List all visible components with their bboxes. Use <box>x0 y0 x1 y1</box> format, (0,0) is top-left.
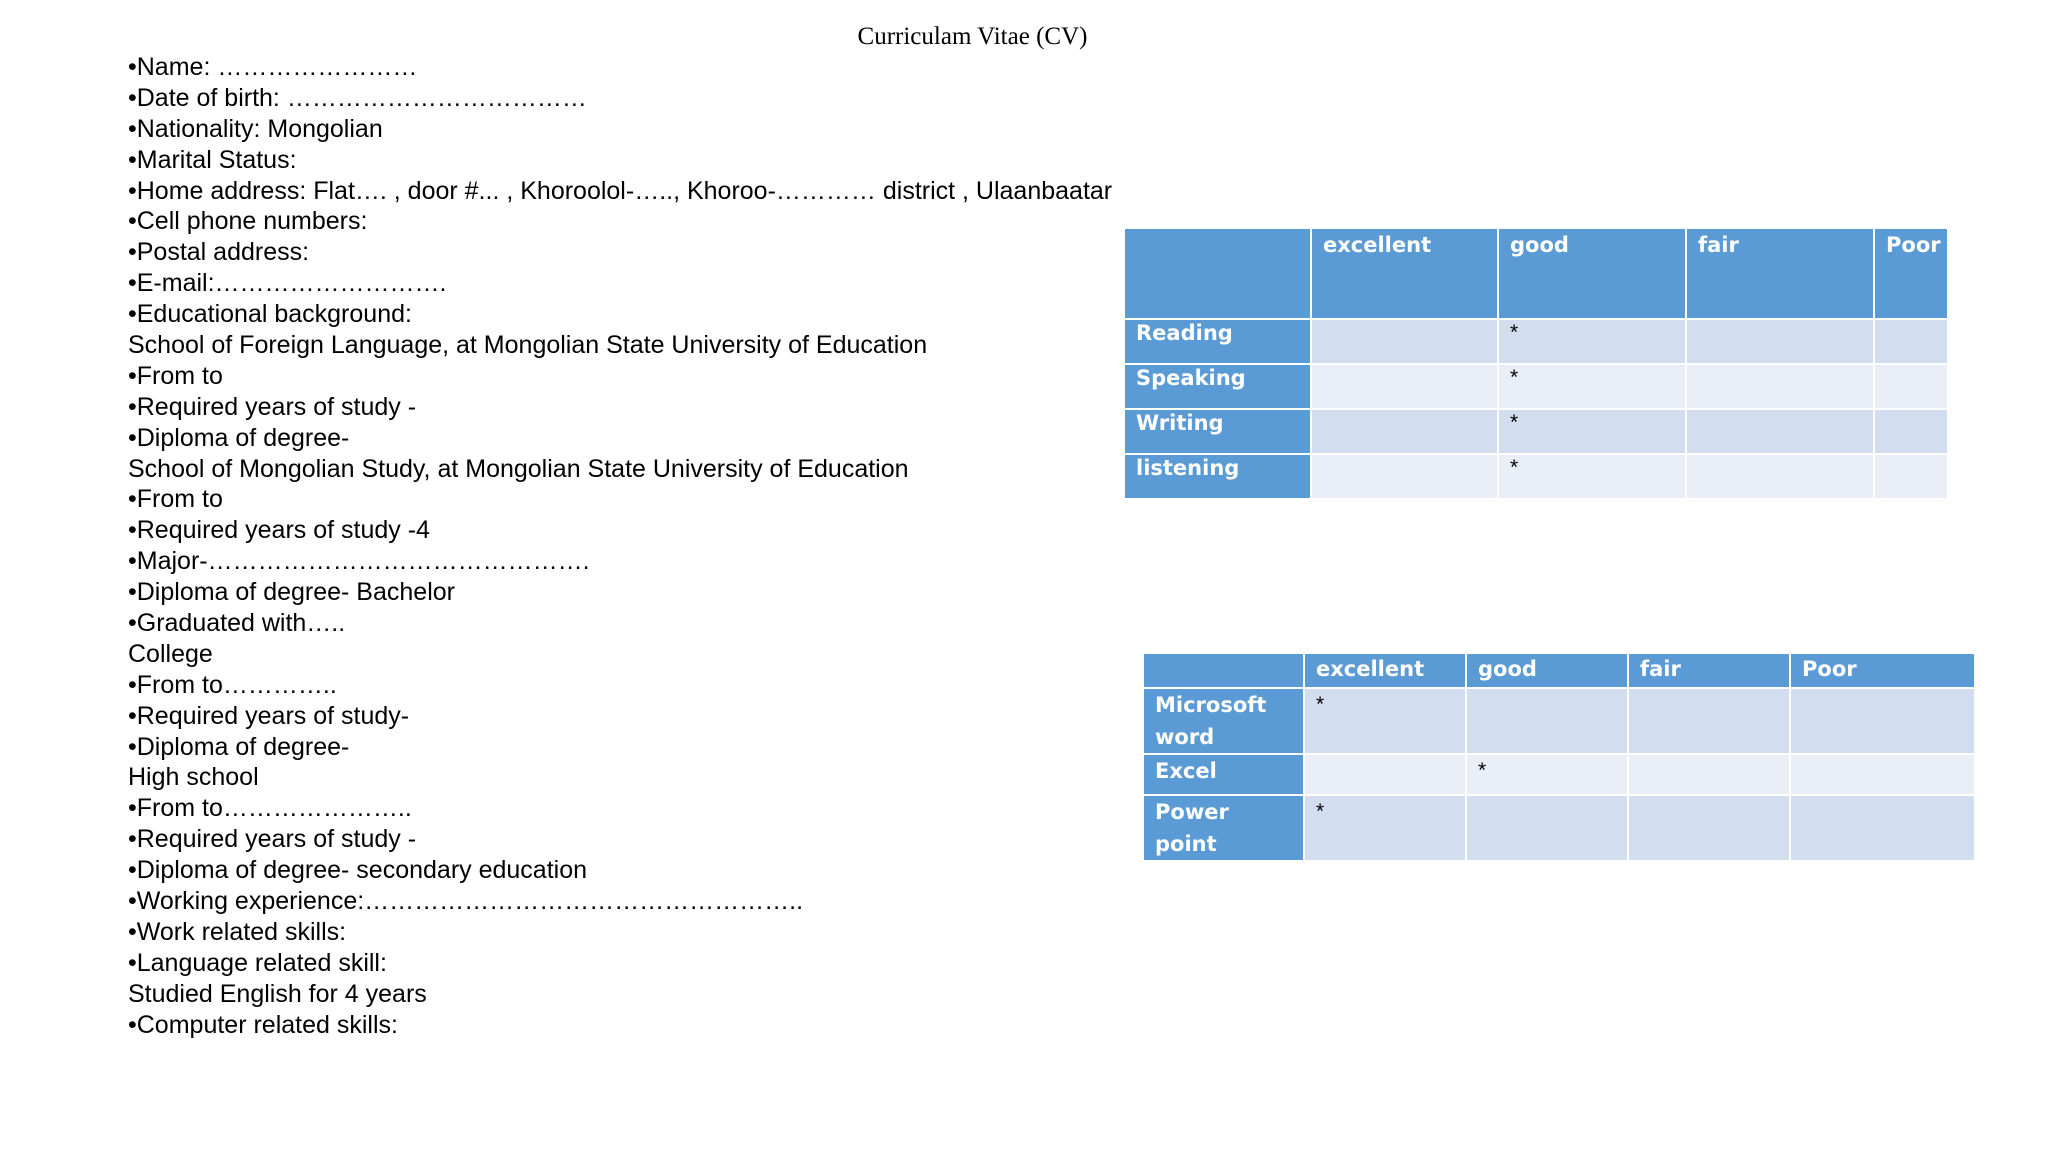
table-cell <box>1311 454 1498 499</box>
language-skills-table <box>1123 227 1949 500</box>
table-row-excel <box>1143 754 1975 795</box>
cv-line-language-related-skill: •Language related skill: <box>128 948 387 977</box>
cv-title: Curriculam Vitae (CV) <box>857 23 1088 50</box>
column-header-poor: Poor <box>1874 228 1948 319</box>
row-label-microsoft-word: Microsoft word <box>1143 688 1304 754</box>
cv-line-postal-address: •Postal address: <box>128 238 310 267</box>
table-cell <box>1790 795 1975 861</box>
column-header-poor: Poor <box>1790 653 1975 688</box>
cv-line-diploma: •Diploma of degree- Bachelor <box>128 578 455 607</box>
cv-line-working-experience: •Working experience:…………………………………………….. <box>128 887 804 916</box>
table-cell <box>1628 688 1790 754</box>
cv-line-school-mongolian-study: School of Mongolian Study, at Mongolian State University of Education <box>128 454 909 483</box>
cv-line-studied-english: Studied English for 4 years <box>128 979 427 1008</box>
column-header-excellent: excellent <box>1304 653 1466 688</box>
table-corner-cell <box>1124 228 1311 319</box>
cv-line-from-to: •From to <box>128 485 223 514</box>
table-cell: * <box>1304 688 1466 754</box>
table-cell: * <box>1304 795 1466 861</box>
table-cell <box>1874 364 1948 409</box>
table-cell: * <box>1498 454 1686 499</box>
table-cell <box>1311 319 1498 364</box>
column-header-excellent: excellent <box>1311 228 1498 319</box>
row-label-speaking: Speaking <box>1124 364 1311 409</box>
row-label-listening: listening <box>1124 454 1311 499</box>
cv-line-required-years: •Required years of study - <box>128 392 417 421</box>
row-label-writing: Writing <box>1124 409 1311 454</box>
cv-line-educational-background: •Educational background: <box>128 300 412 329</box>
table-cell <box>1466 688 1628 754</box>
table-row-listening <box>1124 454 1948 499</box>
column-header-fair: fair <box>1628 653 1790 688</box>
cv-line-school-foreign-language: School of Foreign Language, at Mongolian State University of Education <box>128 331 928 360</box>
table-cell <box>1686 364 1874 409</box>
table-cell: * <box>1466 754 1628 795</box>
cv-line-major: •Major-………………………………………. <box>128 547 590 576</box>
table-header-row <box>1124 228 1948 319</box>
table-row-reading <box>1124 319 1948 364</box>
cv-line-nationality: •Nationality: Mongolian <box>128 114 383 143</box>
table-cell <box>1790 688 1975 754</box>
table-cell <box>1686 319 1874 364</box>
table-row-writing <box>1124 409 1948 454</box>
table-cell <box>1874 454 1948 499</box>
table-cell <box>1790 754 1975 795</box>
column-header-good: good <box>1466 653 1628 688</box>
table-cell <box>1466 795 1628 861</box>
table-row-speaking <box>1124 364 1948 409</box>
cv-line-diploma: •Diploma of degree- secondary education <box>128 856 588 885</box>
cv-line-from-to: •From to………………….. <box>128 794 412 823</box>
table-row-microsoft-word <box>1143 688 1975 754</box>
table-cell <box>1311 364 1498 409</box>
cv-line-diploma: •Diploma of degree- <box>128 732 350 761</box>
cv-body <box>128 52 1112 1041</box>
table-row-power-point <box>1143 795 1975 861</box>
table-cell: * <box>1498 409 1686 454</box>
table-cell <box>1874 409 1948 454</box>
table-cell <box>1311 409 1498 454</box>
table-header-row <box>1143 653 1975 688</box>
cv-line-college: College <box>128 639 213 668</box>
table-cell: * <box>1498 319 1686 364</box>
cv-line-name: •Name: …………………… <box>128 53 418 81</box>
table-corner-cell <box>1143 653 1304 688</box>
row-label-reading: Reading <box>1124 319 1311 364</box>
cv-line-home-address: •Home address: Flat…. , door #... , Khoroolol-….., Khoroo-………… district , Ulaanbaatar <box>128 176 1113 205</box>
cv-line-computer-related-skills: •Computer related skills: <box>128 1010 398 1039</box>
cv-line-diploma: •Diploma of degree- <box>128 423 350 452</box>
cv-line-graduated-with: •Graduated with….. <box>128 609 346 638</box>
cv-line-email: •E-mail:………………………. <box>128 269 447 298</box>
table-cell <box>1304 754 1466 795</box>
column-header-fair: fair <box>1686 228 1874 319</box>
table-cell: * <box>1498 364 1686 409</box>
table-cell <box>1874 319 1948 364</box>
cv-line-required-years: •Required years of study -4 <box>128 516 430 545</box>
cv-line-date-of-birth: •Date of birth: ……………………………… <box>128 83 587 112</box>
cv-line-marital-status: •Marital Status: <box>128 145 297 174</box>
row-label-power-point: Power point <box>1143 795 1304 861</box>
table-cell <box>1628 754 1790 795</box>
cv-line-work-related-skills: •Work related skills: <box>128 917 347 946</box>
table-cell <box>1628 795 1790 861</box>
table-cell <box>1686 409 1874 454</box>
cv-line-from-to: •From to………….. <box>128 670 337 699</box>
cv-line-from-to: •From to <box>128 361 223 390</box>
cv-line-required-years: •Required years of study - <box>128 825 417 854</box>
cv-line-high-school: High school <box>128 763 259 792</box>
row-label-excel: Excel <box>1143 754 1304 795</box>
cv-line-cell-phone: •Cell phone numbers: <box>128 207 368 236</box>
computer-skills-table <box>1142 652 1976 862</box>
table-cell <box>1686 454 1874 499</box>
column-header-good: good <box>1498 228 1686 319</box>
cv-line-required-years: •Required years of study- <box>128 701 410 730</box>
